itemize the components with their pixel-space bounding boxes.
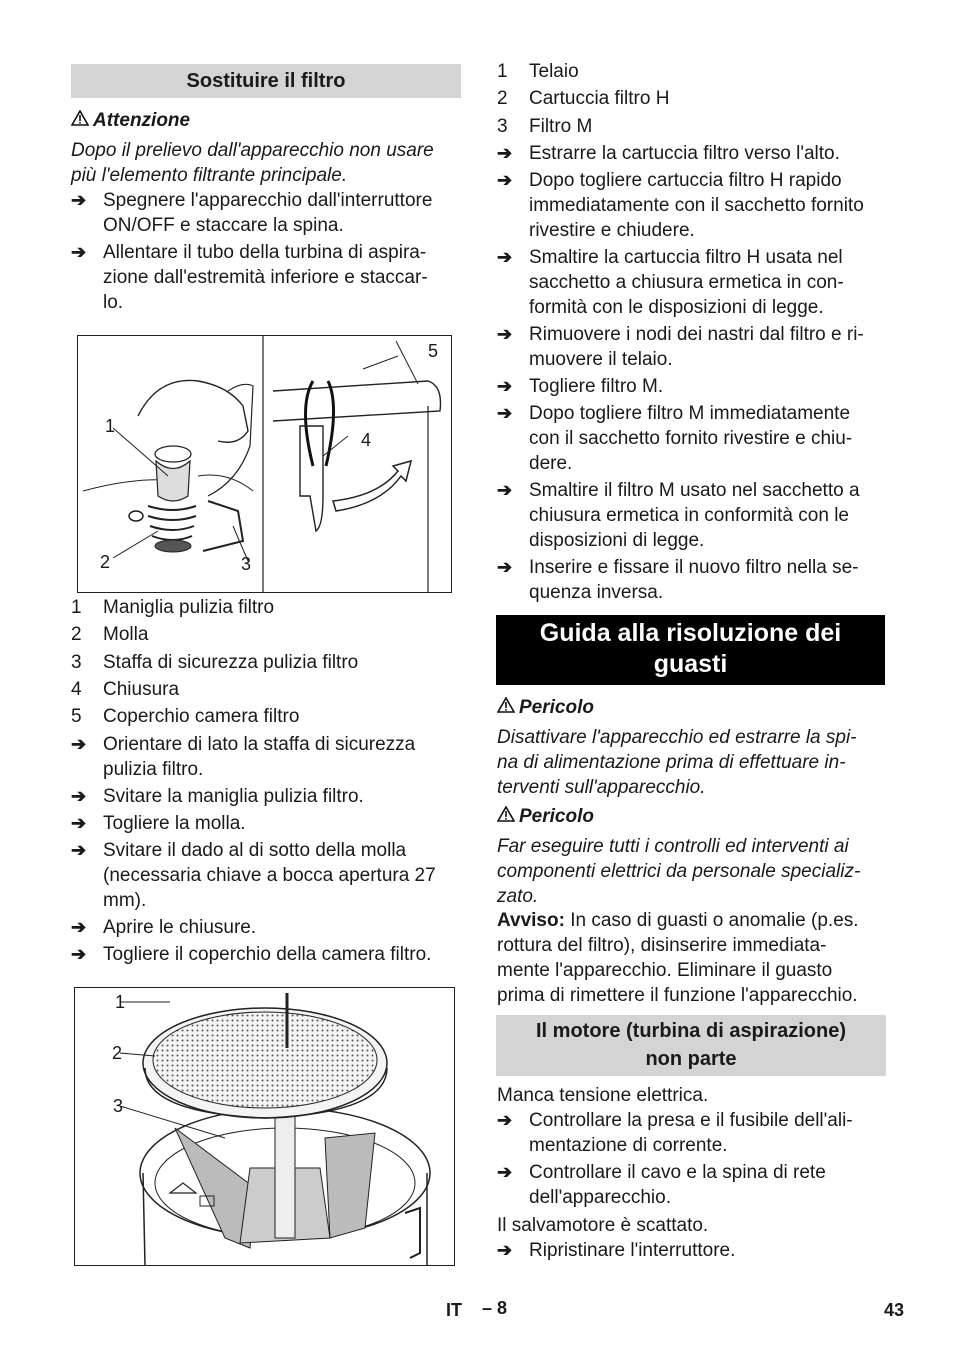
arrow-bullet-icon: ➔ bbox=[71, 786, 87, 806]
step-text: mentazione di corrente. bbox=[529, 1135, 728, 1156]
arrow-bullet-icon: ➔ bbox=[497, 557, 513, 577]
legend-number: 2 bbox=[71, 624, 82, 646]
legend-number: 1 bbox=[71, 597, 82, 618]
danger-title-2: Pericolo bbox=[497, 804, 594, 829]
notice-text: Avviso: In caso di guasti o anomalie (p.es. rottura del filtro), disinserire immediata- mente l'apparecchio. Eliminare il guasto prima di rimettere il funzione l'apparecchio. bbox=[497, 910, 859, 1006]
step-text: lo. bbox=[103, 292, 124, 313]
arrow-bullet-icon: ➔ bbox=[71, 944, 87, 964]
arrow-bullet-icon: ➔ bbox=[497, 1240, 513, 1260]
caution-title: Attenzione bbox=[71, 108, 190, 133]
footer-page-number: 43 bbox=[884, 1300, 905, 1320]
legend-number: 3 bbox=[71, 651, 82, 673]
legend-text: Telaio bbox=[529, 61, 579, 82]
arrow-bullet-icon: ➔ bbox=[71, 840, 87, 860]
step-text: Svitare il dado al di sotto della molla bbox=[103, 840, 407, 861]
step-text: zione dall'estremità inferiore e staccar- bbox=[103, 267, 428, 288]
arrow-bullet-icon: ➔ bbox=[497, 1162, 513, 1182]
step-text: Smaltire la cartuccia filtro H usata nel bbox=[529, 247, 843, 268]
warning-triangle-icon bbox=[71, 108, 93, 133]
legend-text: Staffa di sicurezza pulizia filtro bbox=[103, 651, 359, 673]
cause-1: Manca tensione elettrica. bbox=[497, 1085, 709, 1106]
arrow-bullet-icon: ➔ bbox=[497, 376, 513, 396]
legend-text: Cartuccia filtro H bbox=[529, 88, 670, 110]
legend-text: Maniglia pulizia filtro bbox=[103, 597, 275, 618]
caution-text: Dopo il prelievo dall'apparecchio non usare più l'elemento filtrante principale. bbox=[71, 140, 434, 186]
filter-chamber-illustration bbox=[75, 988, 454, 1265]
step-text: quenza inversa. bbox=[529, 582, 664, 603]
arrow-bullet-icon: ➔ bbox=[497, 480, 513, 500]
step-text: Controllare la presa e il fusibile dell'ali- bbox=[529, 1110, 853, 1131]
figure-filter-chamber bbox=[74, 987, 455, 1266]
legend-number: 4 bbox=[71, 678, 82, 700]
step-text: dell'apparecchio. bbox=[529, 1187, 671, 1208]
legend-text: Coperchio camera filtro bbox=[103, 706, 300, 728]
legend-number: 1 bbox=[497, 61, 508, 82]
callout-4: 4 bbox=[361, 430, 372, 450]
step-text: formità con le disposizioni di legge. bbox=[529, 297, 824, 318]
step-text: Rimuovere i nodi dei nastri dal filtro e ri- bbox=[529, 324, 864, 345]
arrow-bullet-icon: ➔ bbox=[497, 324, 513, 344]
arrow-bullet-icon: ➔ bbox=[497, 170, 513, 190]
arrow-bullet-icon: ➔ bbox=[497, 143, 513, 163]
step-text: mm). bbox=[103, 890, 147, 911]
legend-text: Molla bbox=[103, 624, 149, 646]
step-text: (necessaria chiave a bocca apertura 27 bbox=[103, 865, 436, 886]
step-text: Togliere filtro M. bbox=[529, 376, 664, 397]
arrow-bullet-icon: ➔ bbox=[497, 1110, 513, 1130]
step-text: Estrarre la cartuccia filtro verso l'alto. bbox=[529, 143, 840, 164]
step-text: Ripristinare l'interruttore. bbox=[529, 1240, 736, 1261]
legend-number: 3 bbox=[497, 115, 508, 137]
step-text: Smaltire il filtro M usato nel sacchetto a bbox=[529, 480, 860, 501]
arrow-bullet-icon: ➔ bbox=[71, 242, 87, 262]
warning-triangle-icon bbox=[497, 804, 519, 829]
step-text: pulizia filtro. bbox=[103, 759, 204, 780]
callout-3: 3 bbox=[241, 554, 252, 574]
arrow-bullet-icon: ➔ bbox=[71, 734, 87, 754]
danger-text-1: Disattivare l'apparecchio ed estrarre la spi- na di alimentazione prima di effettuare in- terventi sull'apparecchio. bbox=[497, 727, 857, 798]
callout-5: 5 bbox=[428, 341, 439, 361]
step-text: ON/OFF e staccare la spina. bbox=[103, 215, 344, 236]
step-text: sacchetto a chiusura ermetica in con- bbox=[529, 272, 844, 293]
arrow-bullet-icon: ➔ bbox=[71, 813, 87, 833]
callout-2: 2 bbox=[100, 552, 111, 572]
step-text: Dopo togliere cartuccia filtro H rapido bbox=[529, 170, 842, 191]
section-heading-replace-filter: Sostituire il filtro bbox=[71, 64, 461, 98]
step-text: Allentare il tubo della turbina di aspira- bbox=[103, 242, 427, 263]
arrow-bullet-icon: ➔ bbox=[71, 917, 87, 937]
step-text: disposizioni di legge. bbox=[529, 530, 705, 551]
callout-2: 2 bbox=[112, 1043, 123, 1063]
step-text: rivestire e chiudere. bbox=[529, 220, 695, 241]
step-text: Orientare di lato la staffa di sicurezza bbox=[103, 734, 416, 755]
section-heading-troubleshooting: Guida alla risoluzione dei guasti bbox=[496, 615, 885, 685]
legend-text: Chiusura bbox=[103, 678, 180, 700]
cause-2: Il salvamotore è scattato. bbox=[497, 1215, 709, 1236]
step-text: con il sacchetto fornito rivestire e chiu- bbox=[529, 428, 853, 449]
danger-text-2: Far eseguire tutti i controlli ed interventi ai componenti elettrici da personale specializ- zato. bbox=[497, 836, 861, 907]
step-text: dere. bbox=[529, 453, 573, 474]
arrow-bullet-icon: ➔ bbox=[497, 403, 513, 423]
step-text: immediatamente con il sacchetto fornito bbox=[529, 195, 864, 216]
arrow-bullet-icon: ➔ bbox=[71, 190, 87, 210]
callout-1: 1 bbox=[115, 992, 126, 1012]
footer-sub-page: – 8 bbox=[482, 1298, 508, 1318]
step-text: Aprire le chiusure. bbox=[103, 917, 257, 938]
step-text: Togliere il coperchio della camera filtro. bbox=[103, 944, 432, 965]
legend-number: 2 bbox=[497, 88, 508, 110]
footer-language: IT bbox=[446, 1300, 462, 1320]
callout-3: 3 bbox=[113, 1096, 124, 1116]
subsection-heading-motor: Il motore (turbina di aspirazione) non parte bbox=[496, 1015, 886, 1076]
danger-title-1: Pericolo bbox=[497, 695, 594, 720]
step-text: Dopo togliere filtro M immediatamente bbox=[529, 403, 851, 424]
step-text: Spegnere l'apparecchio dall'interruttore bbox=[103, 190, 433, 211]
filter-assembly-illustration bbox=[78, 336, 451, 592]
callout-1: 1 bbox=[105, 416, 116, 436]
figure-filter-assembly bbox=[77, 335, 452, 593]
step-text: Svitare la maniglia pulizia filtro. bbox=[103, 786, 364, 807]
step-text: Controllare il cavo e la spina di rete bbox=[529, 1162, 826, 1183]
step-text: Inserire e fissare il nuovo filtro nella se- bbox=[529, 557, 859, 578]
step-text: Togliere la molla. bbox=[103, 813, 246, 834]
legend-number: 5 bbox=[71, 706, 82, 728]
legend-text: Filtro M bbox=[529, 115, 593, 137]
step-text: chiusura ermetica in conformità con le bbox=[529, 505, 849, 526]
arrow-bullet-icon: ➔ bbox=[497, 247, 513, 267]
step-text: muovere il telaio. bbox=[529, 349, 673, 370]
warning-triangle-icon bbox=[497, 695, 519, 720]
